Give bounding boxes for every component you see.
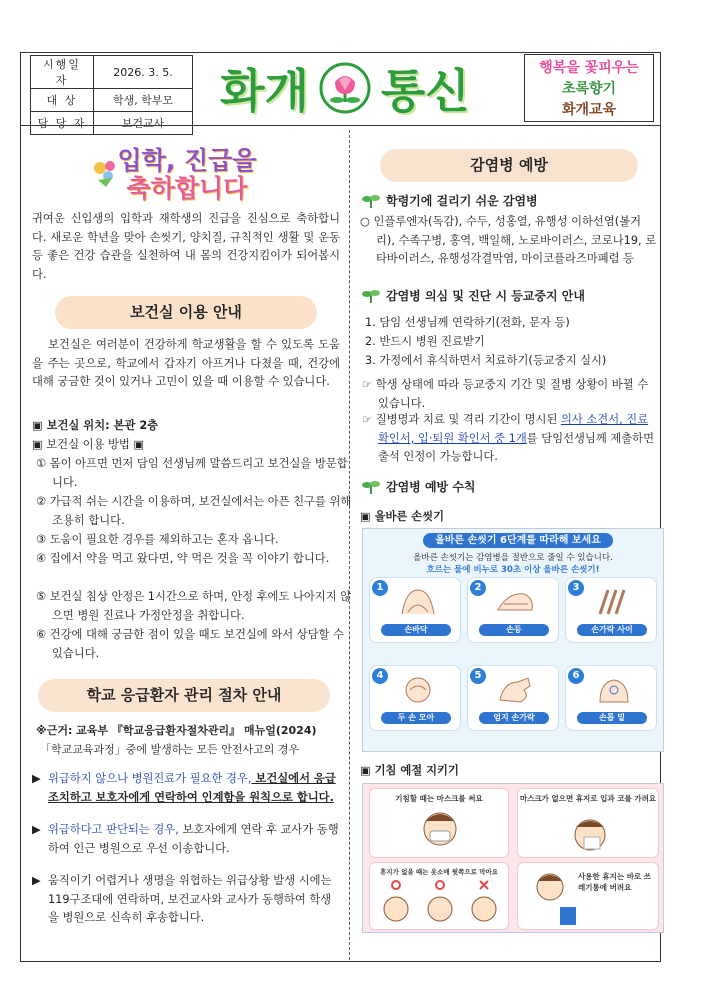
disease-list-text: 인플루엔자(독감), 수두, 성홍열, 유행성 이하선염(볼거리), 수족구병, 홍역, 백일해, 노로바이러스, 코로나19, 로타바이러스, 유행성각결막염, 마이코플라즈마폐렴 등 [373,215,657,265]
method-6: ⑥ 건강에 대해 궁금한 점이 있을 때도 보건실에 와서 상담할 수 있습니다. [36,628,344,660]
owner-key: 담 당 자 [31,112,94,135]
slogan-line-3: 화개교육 [561,102,617,118]
sub-prevention [362,478,476,495]
note-1: ☞ 학생 상태에 따라 등교중지 기간 및 질병 상황이 바뀔 수 있습니다. [362,378,649,410]
cough-panel-1 [369,788,509,858]
step-1-label: 손바닥 [381,624,451,636]
note-2-post: 를 담임선생님께 제출하면 출석 인정이 가능합니다. [378,431,655,463]
slogan-line-1: 행복을 꽃피우는 [539,60,639,76]
cough-etiquette-illustration [362,783,664,933]
handwash-step-2 [467,577,559,643]
welcome-line-2: 축하합니다 [126,174,248,203]
stop-step-2: 2. 반드시 병원 진료받기 [365,335,485,348]
sub-school-stop [362,287,585,304]
interlaced-fingers-icon [592,584,636,620]
clinic-intro: 보건실은 여러분이 건강하게 학교생활을 할 수 있도록 도움을 주는 곳으로, 학교에서 갑자기 아프거나 다쳤을 때, 건강에 대해 궁금한 것이 있거나 고민이 있을 때 이용할 수 있습니다. [32,338,340,388]
stop-step-3: 3. 가정에서 휴식하면서 치료하기(등교중지 실시) [365,354,607,367]
cough-panel-3 [369,862,509,930]
handwash-illustration [362,528,664,752]
procedure-1-lead: 위급하지 않으나 병원진료가 필요한 경우, [48,772,252,785]
section-emergency-title: 학교 응급환자 관리 절차 안내 [38,679,330,712]
step-2-number: 2 [470,580,486,596]
back-hand-icon [494,584,538,620]
cough-panel-2 [517,788,659,858]
step-6-number: 6 [568,668,584,684]
newsletter-title [220,58,470,118]
note-2-pre: ☞ 질병명과 치료 및 격리 기간이 명시된 [362,413,561,426]
procedure-2-rest: 보호자에게 연락 후 교사가 동행하여 인근 병원으로 우선 이송합니다. [48,823,339,855]
basis-text-2: 「학교교육과정」중에 발생하는 모든 안전사고의 경우 [40,743,300,756]
owner-value: 보건교사 [94,112,193,135]
procedure-2-lead: 위급하다고 판단되는 경우, [48,823,179,836]
step-4-label: 두 손 모아 [381,712,451,724]
slogan-line-2: 초록향기 [561,81,617,97]
target-value: 학생, 학부모 [94,89,193,112]
step-2-label: 손등 [479,624,549,636]
cough-caption-1: 기침할 때는 마스크를 써요 [395,794,483,803]
disease-list: ○ 인플루엔자(독감), 수두, 성홍열, 유행성 이하선염(볼거리), 수족구병, 홍역, 백일해, 노로바이러스, 코로나19, 로타바이러스, 유행성각결막염, 마이코플라즈마폐렴 등 [360,215,657,265]
cough-caption-2: 마스크가 없으면 휴지로 입과 코를 가려요 [519,794,657,803]
thumb-icon [494,672,538,708]
procedure-1-rest: 보건실에서 응급조치하고 보호자에게 연락하여 인계함을 원칙으로 합니다. [48,772,336,804]
section-infection-title: 감염병 예방 [380,149,638,182]
handwash-banner: 올바른 손씻기 6단계를 따라해 보세요 [423,533,613,548]
handwash-step-5 [467,665,559,731]
sub-school-stop-label: 감염병 의심 및 진단 시 등교중지 안내 [386,289,585,303]
clinic-method-label: ▣ 보건실 이용 방법 ▣ [32,438,145,451]
method-4: ④ 집에서 약을 먹고 왔다면, 약 먹은 것을 꼭 이야기 합니다. [36,552,330,565]
header-divider [20,125,661,126]
step-5-number: 5 [470,668,486,684]
flower-logo-icon [319,62,371,114]
sprout-icon [362,289,380,303]
method-1: ① 몸이 아프면 먼저 담임 선생님께 말씀드리고 보건실을 방문합니다. [36,457,348,489]
sub-common-diseases [362,192,538,209]
clinic-location: ▣ 보건실 위치: 본관 2층 [32,419,159,432]
title-left: 화개 [220,64,309,118]
procedure-3: ▶ 움직이기 어렵거나 생명을 위협하는 위급상황 발생 시에는 119구조대에 연락하며, 보건교사와 교사가 동행하여 학생을 병원으로 신속히 후송합니다. [32,874,332,924]
intro-text: 귀여운 신입생의 입학과 재학생의 진급을 진심으로 축하합니다. 새로운 학년을 맞아 손씻기, 양치질, 규칙적인 생활 및 운동 등 좋은 건강 습관을 실천하여 내 몸의 건강지킴이가 되어봅시다. [32,212,340,281]
mask-child-icon [418,807,462,855]
step-1-number: 1 [372,580,388,596]
cough-caption-4: 사용한 휴지는 바로 쓰레기통에 버려요 [578,872,652,892]
step-3-number: 3 [568,580,584,596]
cough-label: ▣ 기침 예절 지키기 [360,764,459,777]
sleeve-cover-icon [376,879,504,927]
step-6-label: 손톱 밑 [577,712,647,724]
procedure-1: ▶ 위급하지 않으나 병원진료가 필요한 경우, 보건실에서 응급조치하고 보호자에게 연락하여 인계함을 원칙으로 합니다. [32,772,336,804]
fingernail-icon [592,672,636,708]
section-clinic-title: 보건실 이용 안내 [55,296,317,329]
clasped-hands-icon [396,672,440,708]
certificate-list: 의사 소견서, 진료확인서, 입·퇴원 확인서 중 1개 [378,413,649,445]
handwash-label: ▣ 올바른 손씻기 [360,510,445,523]
sprout-icon [362,480,380,494]
trash-bin-child-icon [526,869,582,927]
procedure-2: ▶ 위급하다고 판단되는 경우, 보호자에게 연락 후 교사가 동행하여 인근 병원으로 우선 이송합니다. [32,823,339,855]
sub-prevention-label: 감염병 예방 수칙 [386,480,476,494]
basis-text: ※근거: 교육부 『학교응급환자절차관리』 매뉴얼(2024) [36,724,317,737]
note-2 [362,411,658,467]
handwash-line-2: 흐르는 물에 비누로 30초 이상 올바른 손씻기! [426,565,600,575]
sprout-icon [362,194,380,208]
cough-caption-3: 휴지가 없을 때는 옷소매 윗쪽으로 막아요 [379,868,499,876]
method-3: ③ 도움이 필요한 경우를 제외하고는 혼자 옵니다. [36,533,279,546]
palm-hands-icon [396,584,440,620]
step-5-label: 엄지 손가락 [479,712,549,724]
handwash-step-1 [369,577,461,643]
method-2: ② 가급적 쉬는 시간을 이용하며, 보건실에서는 아픈 친구를 위해 조용히 합니다. [36,495,352,527]
step-4-number: 4 [372,668,388,684]
bouquet-icon [90,158,120,188]
sub-common-diseases-label: 학령기에 걸리기 쉬운 감염병 [386,194,538,208]
procedure-3-rest: 움직이기 어렵거나 생명을 위협하는 위급상황 발생 시에는 119구조대에 연락하며, 보건교사와 교사가 동행하여 학생을 병원으로 신속히 후송합니다. [48,874,332,924]
title-right: 통신 [380,64,470,118]
method-5: ⑤ 보건실 침상 안정은 1시간으로 하며, 안정 후에도 나아지지 않으면 병원 진료나 가정안정을 취합니다. [36,590,352,622]
target-key: 대 상 [31,89,94,112]
handwash-step-3 [565,577,657,643]
info-table [30,55,193,135]
welcome-banner [92,147,282,203]
date-key: 시행일자 [31,56,94,89]
handwash-line-1: 올바른 손씻기는 감염병을 절반으로 줄일 수 있습니다. [413,553,613,563]
step-3-label: 손가락 사이 [577,624,647,636]
stop-step-1: 1. 담임 선생님께 연락하기(전화, 문자 등) [365,316,570,329]
cough-panel-4 [517,862,659,930]
date-value: 2026. 3. 5. [94,56,193,89]
slogan-box [524,54,654,122]
handwash-step-4 [369,665,461,731]
handwash-step-6 [565,665,657,731]
welcome-line-1: 입학, 진급을 [117,146,257,175]
tissue-cover-icon [568,813,612,857]
